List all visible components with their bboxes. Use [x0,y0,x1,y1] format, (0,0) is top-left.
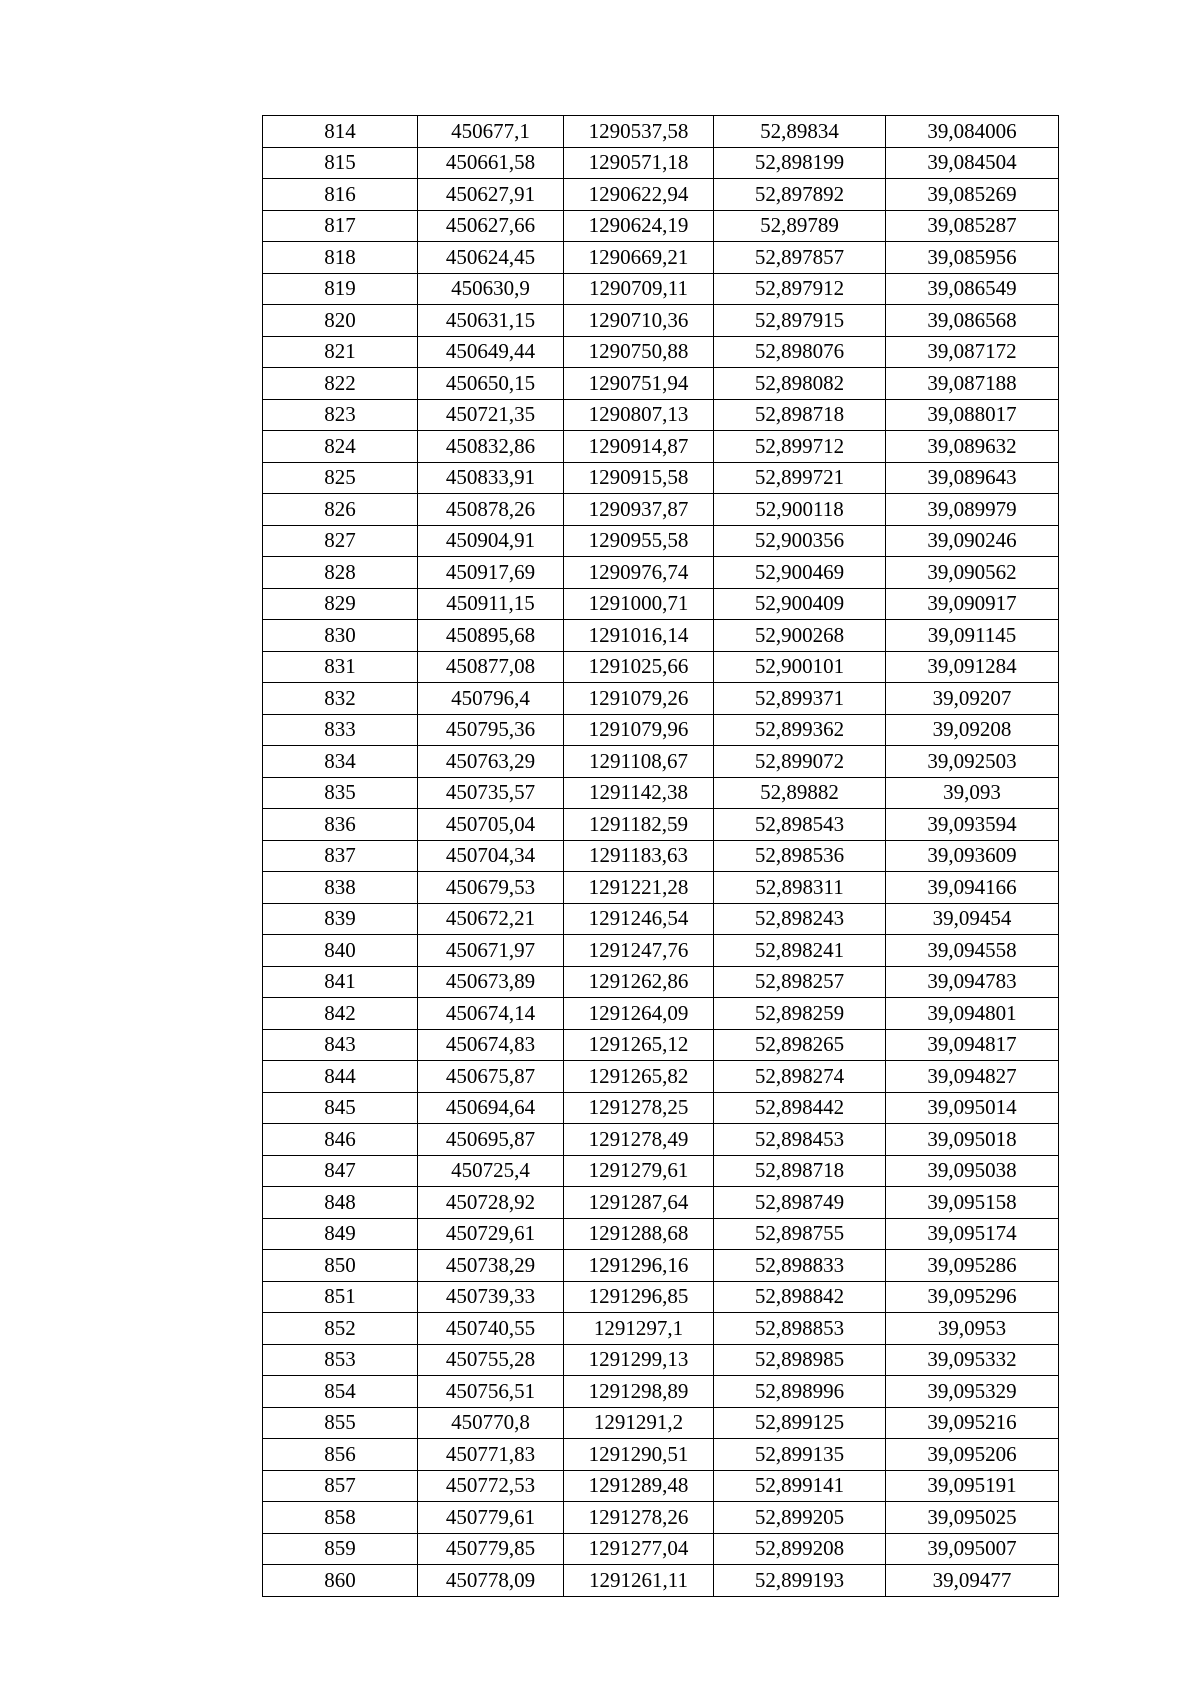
point-number-cell: 844 [263,1061,418,1093]
y-coordinate-cell: 1291247,76 [564,935,714,967]
latitude-cell: 52,898833 [714,1250,886,1282]
longitude-cell: 39,094166 [886,872,1059,904]
table-row [263,1061,1059,1093]
longitude-cell: 39,093609 [886,840,1059,872]
table-row [263,1565,1059,1597]
longitude-cell: 39,084504 [886,147,1059,179]
point-number-cell: 832 [263,683,418,715]
table-row [263,1155,1059,1187]
point-number-cell: 830 [263,620,418,652]
y-coordinate-cell: 1290571,18 [564,147,714,179]
point-number-cell: 822 [263,368,418,400]
table-row [263,683,1059,715]
latitude-cell: 52,898199 [714,147,886,179]
point-number-cell: 831 [263,651,418,683]
longitude-cell: 39,085956 [886,242,1059,274]
table-row [263,147,1059,179]
point-number-cell: 818 [263,242,418,274]
x-coordinate-cell: 450796,4 [418,683,564,715]
table-row [263,1029,1059,1061]
longitude-cell: 39,095038 [886,1155,1059,1187]
point-number-cell: 842 [263,998,418,1030]
coordinates-table [262,115,1059,1597]
latitude-cell: 52,898442 [714,1092,886,1124]
y-coordinate-cell: 1291297,1 [564,1313,714,1345]
latitude-cell: 52,89834 [714,116,886,148]
latitude-cell: 52,897915 [714,305,886,337]
y-coordinate-cell: 1291290,51 [564,1439,714,1471]
latitude-cell: 52,897912 [714,273,886,305]
y-coordinate-cell: 1290807,13 [564,399,714,431]
x-coordinate-cell: 450650,15 [418,368,564,400]
latitude-cell: 52,898755 [714,1218,886,1250]
latitude-cell: 52,899072 [714,746,886,778]
latitude-cell: 52,898259 [714,998,886,1030]
table-row [263,368,1059,400]
longitude-cell: 39,091145 [886,620,1059,652]
point-number-cell: 815 [263,147,418,179]
y-coordinate-cell: 1291246,54 [564,903,714,935]
point-number-cell: 846 [263,1124,418,1156]
longitude-cell: 39,090917 [886,588,1059,620]
latitude-cell: 52,900356 [714,525,886,557]
y-coordinate-cell: 1290622,94 [564,179,714,211]
latitude-cell: 52,900268 [714,620,886,652]
longitude-cell: 39,094817 [886,1029,1059,1061]
y-coordinate-cell: 1290914,87 [564,431,714,463]
longitude-cell: 39,093594 [886,809,1059,841]
x-coordinate-cell: 450677,1 [418,116,564,148]
point-number-cell: 838 [263,872,418,904]
longitude-cell: 39,095174 [886,1218,1059,1250]
table-row [263,1281,1059,1313]
y-coordinate-cell: 1291261,11 [564,1565,714,1597]
x-coordinate-cell: 450627,66 [418,210,564,242]
table-row [263,1092,1059,1124]
y-coordinate-cell: 1291183,63 [564,840,714,872]
table-row [263,588,1059,620]
y-coordinate-cell: 1291287,64 [564,1187,714,1219]
longitude-cell: 39,087188 [886,368,1059,400]
longitude-cell: 39,086549 [886,273,1059,305]
x-coordinate-cell: 450917,69 [418,557,564,589]
point-number-cell: 860 [263,1565,418,1597]
table-row [263,746,1059,778]
latitude-cell: 52,898241 [714,935,886,967]
x-coordinate-cell: 450738,29 [418,1250,564,1282]
table-row [263,651,1059,683]
latitude-cell: 52,899712 [714,431,886,463]
point-number-cell: 847 [263,1155,418,1187]
point-number-cell: 814 [263,116,418,148]
longitude-cell: 39,094827 [886,1061,1059,1093]
point-number-cell: 857 [263,1470,418,1502]
y-coordinate-cell: 1291277,04 [564,1533,714,1565]
latitude-cell: 52,897892 [714,179,886,211]
longitude-cell: 39,089979 [886,494,1059,526]
latitude-cell: 52,898985 [714,1344,886,1376]
y-coordinate-cell: 1291291,2 [564,1407,714,1439]
latitude-cell: 52,898842 [714,1281,886,1313]
table-row [263,525,1059,557]
latitude-cell: 52,899208 [714,1533,886,1565]
y-coordinate-cell: 1291289,48 [564,1470,714,1502]
longitude-cell: 39,088017 [886,399,1059,431]
x-coordinate-cell: 450624,45 [418,242,564,274]
x-coordinate-cell: 450877,08 [418,651,564,683]
x-coordinate-cell: 450729,61 [418,1218,564,1250]
point-number-cell: 854 [263,1376,418,1408]
longitude-cell: 39,095007 [886,1533,1059,1565]
longitude-cell: 39,095329 [886,1376,1059,1408]
point-number-cell: 850 [263,1250,418,1282]
y-coordinate-cell: 1291278,25 [564,1092,714,1124]
longitude-cell: 39,091284 [886,651,1059,683]
point-number-cell: 828 [263,557,418,589]
table-row [263,1502,1059,1534]
latitude-cell: 52,898718 [714,399,886,431]
longitude-cell: 39,095216 [886,1407,1059,1439]
x-coordinate-cell: 450671,97 [418,935,564,967]
table-row [263,116,1059,148]
point-number-cell: 817 [263,210,418,242]
x-coordinate-cell: 450627,91 [418,179,564,211]
point-number-cell: 841 [263,966,418,998]
x-coordinate-cell: 450878,26 [418,494,564,526]
table-row [263,1376,1059,1408]
latitude-cell: 52,900101 [714,651,886,683]
latitude-cell: 52,900409 [714,588,886,620]
longitude-cell: 39,095286 [886,1250,1059,1282]
latitude-cell: 52,898536 [714,840,886,872]
y-coordinate-cell: 1290955,58 [564,525,714,557]
y-coordinate-cell: 1291296,85 [564,1281,714,1313]
longitude-cell: 39,09207 [886,683,1059,715]
y-coordinate-cell: 1291278,49 [564,1124,714,1156]
point-number-cell: 816 [263,179,418,211]
x-coordinate-cell: 450673,89 [418,966,564,998]
x-coordinate-cell: 450704,34 [418,840,564,872]
y-coordinate-cell: 1291296,16 [564,1250,714,1282]
table-row [263,1439,1059,1471]
latitude-cell: 52,898257 [714,966,886,998]
table-row [263,1250,1059,1282]
point-number-cell: 858 [263,1502,418,1534]
x-coordinate-cell: 450832,86 [418,431,564,463]
latitude-cell: 52,900118 [714,494,886,526]
y-coordinate-cell: 1290937,87 [564,494,714,526]
table-row [263,494,1059,526]
point-number-cell: 848 [263,1187,418,1219]
point-number-cell: 829 [263,588,418,620]
y-coordinate-cell: 1291000,71 [564,588,714,620]
x-coordinate-cell: 450674,83 [418,1029,564,1061]
y-coordinate-cell: 1291298,89 [564,1376,714,1408]
longitude-cell: 39,09454 [886,903,1059,935]
point-number-cell: 845 [263,1092,418,1124]
longitude-cell: 39,086568 [886,305,1059,337]
point-number-cell: 855 [263,1407,418,1439]
longitude-cell: 39,09208 [886,714,1059,746]
table-row [263,1187,1059,1219]
latitude-cell: 52,898749 [714,1187,886,1219]
latitude-cell: 52,899721 [714,462,886,494]
latitude-cell: 52,899371 [714,683,886,715]
longitude-cell: 39,084006 [886,116,1059,148]
y-coordinate-cell: 1290624,19 [564,210,714,242]
latitude-cell: 52,899193 [714,1565,886,1597]
x-coordinate-cell: 450911,15 [418,588,564,620]
point-number-cell: 856 [263,1439,418,1471]
longitude-cell: 39,095158 [886,1187,1059,1219]
y-coordinate-cell: 1291279,61 [564,1155,714,1187]
x-coordinate-cell: 450694,64 [418,1092,564,1124]
point-number-cell: 825 [263,462,418,494]
table-row [263,966,1059,998]
y-coordinate-cell: 1291278,26 [564,1502,714,1534]
table-row [263,777,1059,809]
table-row [263,1470,1059,1502]
table-row [263,557,1059,589]
longitude-cell: 39,095014 [886,1092,1059,1124]
x-coordinate-cell: 450705,04 [418,809,564,841]
latitude-cell: 52,89882 [714,777,886,809]
x-coordinate-cell: 450755,28 [418,1344,564,1376]
longitude-cell: 39,087172 [886,336,1059,368]
longitude-cell: 39,085269 [886,179,1059,211]
point-number-cell: 826 [263,494,418,526]
y-coordinate-cell: 1291264,09 [564,998,714,1030]
longitude-cell: 39,093 [886,777,1059,809]
latitude-cell: 52,899362 [714,714,886,746]
y-coordinate-cell: 1291265,12 [564,1029,714,1061]
x-coordinate-cell: 450674,14 [418,998,564,1030]
table-row [263,273,1059,305]
point-number-cell: 821 [263,336,418,368]
point-number-cell: 834 [263,746,418,778]
table-row [263,1344,1059,1376]
point-number-cell: 820 [263,305,418,337]
x-coordinate-cell: 450735,57 [418,777,564,809]
longitude-cell: 39,094558 [886,935,1059,967]
point-number-cell: 843 [263,1029,418,1061]
table-row [263,935,1059,967]
latitude-cell: 52,898076 [714,336,886,368]
point-number-cell: 840 [263,935,418,967]
y-coordinate-cell: 1291221,28 [564,872,714,904]
table-row [263,620,1059,652]
table-row [263,1218,1059,1250]
latitude-cell: 52,899141 [714,1470,886,1502]
x-coordinate-cell: 450672,21 [418,903,564,935]
table-row [263,872,1059,904]
y-coordinate-cell: 1290537,58 [564,116,714,148]
y-coordinate-cell: 1291265,82 [564,1061,714,1093]
point-number-cell: 839 [263,903,418,935]
x-coordinate-cell: 450630,9 [418,273,564,305]
table-row [263,840,1059,872]
latitude-cell: 52,898274 [714,1061,886,1093]
y-coordinate-cell: 1291108,67 [564,746,714,778]
latitude-cell: 52,898453 [714,1124,886,1156]
latitude-cell: 52,898543 [714,809,886,841]
point-number-cell: 819 [263,273,418,305]
longitude-cell: 39,095025 [886,1502,1059,1534]
x-coordinate-cell: 450763,29 [418,746,564,778]
table-row [263,210,1059,242]
y-coordinate-cell: 1291182,59 [564,809,714,841]
table-row [263,462,1059,494]
longitude-cell: 39,095206 [886,1439,1059,1471]
x-coordinate-cell: 450904,91 [418,525,564,557]
table-row [263,399,1059,431]
table-row [263,714,1059,746]
y-coordinate-cell: 1290669,21 [564,242,714,274]
latitude-cell: 52,899135 [714,1439,886,1471]
latitude-cell: 52,898996 [714,1376,886,1408]
x-coordinate-cell: 450728,92 [418,1187,564,1219]
x-coordinate-cell: 450795,36 [418,714,564,746]
x-coordinate-cell: 450631,15 [418,305,564,337]
x-coordinate-cell: 450778,09 [418,1565,564,1597]
y-coordinate-cell: 1291288,68 [564,1218,714,1250]
latitude-cell: 52,898853 [714,1313,886,1345]
x-coordinate-cell: 450721,35 [418,399,564,431]
table-row [263,1124,1059,1156]
y-coordinate-cell: 1290750,88 [564,336,714,368]
x-coordinate-cell: 450675,87 [418,1061,564,1093]
longitude-cell: 39,085287 [886,210,1059,242]
y-coordinate-cell: 1291079,26 [564,683,714,715]
latitude-cell: 52,899205 [714,1502,886,1534]
table-row [263,1407,1059,1439]
table-row [263,242,1059,274]
latitude-cell: 52,898265 [714,1029,886,1061]
x-coordinate-cell: 450679,53 [418,872,564,904]
latitude-cell: 52,899125 [714,1407,886,1439]
table-row [263,998,1059,1030]
coordinates-table-body [263,116,1059,1597]
x-coordinate-cell: 450725,4 [418,1155,564,1187]
table-row [263,1313,1059,1345]
y-coordinate-cell: 1291142,38 [564,777,714,809]
longitude-cell: 39,095191 [886,1470,1059,1502]
y-coordinate-cell: 1291025,66 [564,651,714,683]
point-number-cell: 827 [263,525,418,557]
longitude-cell: 39,090246 [886,525,1059,557]
x-coordinate-cell: 450649,44 [418,336,564,368]
x-coordinate-cell: 450779,85 [418,1533,564,1565]
x-coordinate-cell: 450895,68 [418,620,564,652]
point-number-cell: 852 [263,1313,418,1345]
longitude-cell: 39,0953 [886,1313,1059,1345]
longitude-cell: 39,089632 [886,431,1059,463]
x-coordinate-cell: 450779,61 [418,1502,564,1534]
y-coordinate-cell: 1291262,86 [564,966,714,998]
point-number-cell: 833 [263,714,418,746]
y-coordinate-cell: 1290751,94 [564,368,714,400]
longitude-cell: 39,095296 [886,1281,1059,1313]
longitude-cell: 39,090562 [886,557,1059,589]
longitude-cell: 39,095332 [886,1344,1059,1376]
x-coordinate-cell: 450661,58 [418,147,564,179]
latitude-cell: 52,89789 [714,210,886,242]
x-coordinate-cell: 450695,87 [418,1124,564,1156]
point-number-cell: 835 [263,777,418,809]
x-coordinate-cell: 450739,33 [418,1281,564,1313]
table-row [263,903,1059,935]
latitude-cell: 52,898243 [714,903,886,935]
table-row [263,305,1059,337]
longitude-cell: 39,095018 [886,1124,1059,1156]
table-row [263,431,1059,463]
point-number-cell: 836 [263,809,418,841]
longitude-cell: 39,092503 [886,746,1059,778]
x-coordinate-cell: 450740,55 [418,1313,564,1345]
table-row [263,809,1059,841]
latitude-cell: 52,898718 [714,1155,886,1187]
x-coordinate-cell: 450772,53 [418,1470,564,1502]
point-number-cell: 853 [263,1344,418,1376]
point-number-cell: 851 [263,1281,418,1313]
y-coordinate-cell: 1291079,96 [564,714,714,746]
point-number-cell: 849 [263,1218,418,1250]
latitude-cell: 52,898311 [714,872,886,904]
y-coordinate-cell: 1290710,36 [564,305,714,337]
latitude-cell: 52,900469 [714,557,886,589]
table-row [263,336,1059,368]
y-coordinate-cell: 1290915,58 [564,462,714,494]
point-number-cell: 823 [263,399,418,431]
latitude-cell: 52,897857 [714,242,886,274]
latitude-cell: 52,898082 [714,368,886,400]
y-coordinate-cell: 1291016,14 [564,620,714,652]
longitude-cell: 39,094783 [886,966,1059,998]
x-coordinate-cell: 450771,83 [418,1439,564,1471]
x-coordinate-cell: 450756,51 [418,1376,564,1408]
x-coordinate-cell: 450770,8 [418,1407,564,1439]
longitude-cell: 39,089643 [886,462,1059,494]
longitude-cell: 39,09477 [886,1565,1059,1597]
longitude-cell: 39,094801 [886,998,1059,1030]
table-row [263,179,1059,211]
table-row [263,1533,1059,1565]
x-coordinate-cell: 450833,91 [418,462,564,494]
y-coordinate-cell: 1290709,11 [564,273,714,305]
y-coordinate-cell: 1290976,74 [564,557,714,589]
point-number-cell: 837 [263,840,418,872]
y-coordinate-cell: 1291299,13 [564,1344,714,1376]
point-number-cell: 824 [263,431,418,463]
point-number-cell: 859 [263,1533,418,1565]
